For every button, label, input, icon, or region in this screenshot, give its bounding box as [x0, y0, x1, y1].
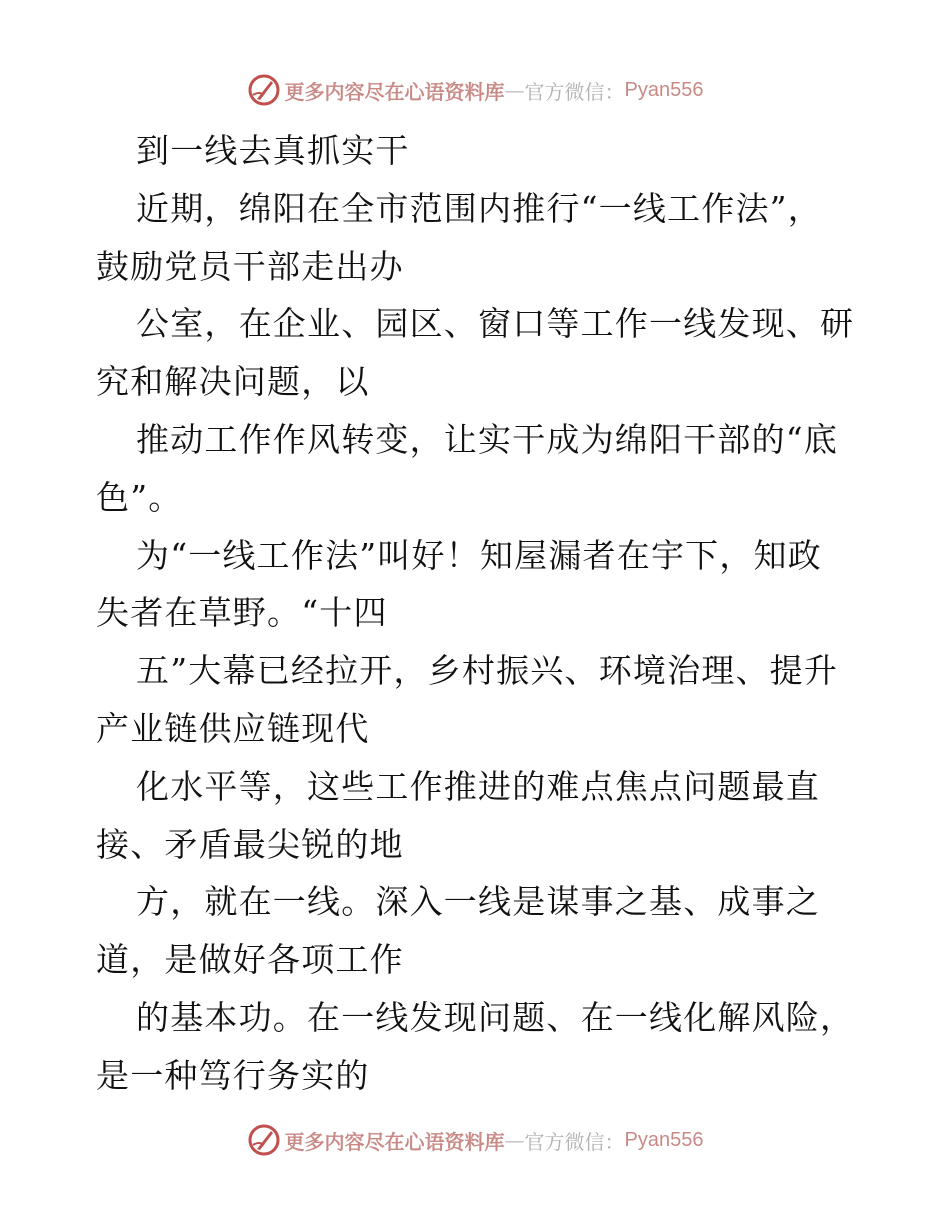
quill-logo-icon	[247, 1123, 281, 1157]
text-line: 是一种笃行务实的	[96, 1055, 370, 1095]
text-line: 近期，绵阳在全市范围内推行“一线工作法”，	[136, 188, 822, 228]
text-line: 为“一线工作法”叫好！知屋漏者在宇下，知政	[136, 535, 822, 575]
document-body	[96, 122, 856, 1105]
text-line: 公室，在企业、园区、窗口等工作一线发现、研	[136, 304, 855, 344]
text-line: 的基本功。在一线发现问题、在一线化解风险，	[136, 997, 855, 1037]
watermark-wechat-id: Pyan556	[624, 78, 704, 101]
watermark-label: 官方微信：	[524, 79, 625, 104]
text-line: 色”。	[96, 477, 183, 517]
text-line: 究和解决问题，以	[96, 362, 370, 402]
watermark-wechat-id: Pyan556	[624, 1128, 704, 1151]
watermark-main-text: 更多内容尽在心语资料库	[284, 1129, 505, 1154]
watermark-separator: —	[504, 78, 525, 102]
text-line: 失者在草野。“十四	[96, 593, 388, 633]
text-line: 道，是做好各项工作	[96, 940, 404, 980]
header-watermark	[0, 70, 950, 110]
text-line: 接、矛盾最尖锐的地	[96, 824, 404, 864]
watermark-label: 官方微信：	[524, 1129, 625, 1154]
text-line: 五”大幕已经拉开，乡村振兴、环境治理、提升	[136, 651, 839, 691]
watermark-separator: —	[504, 1128, 525, 1152]
quill-logo-icon	[247, 73, 281, 107]
text-line: 化水平等，这些工作推进的难点焦点问题最直	[136, 766, 820, 806]
text-line: 产业链供应链现代	[96, 708, 370, 748]
text-line: 到一线去真抓实干	[136, 131, 410, 170]
footer-watermark	[0, 1120, 950, 1160]
text-line: 推动工作作风转变，让实干成为绵阳干部的“底	[136, 419, 839, 459]
text-line: 鼓励党员干部走出办	[96, 246, 404, 286]
text-line: 方，就在一线。深入一线是谋事之基、成事之	[136, 882, 820, 922]
watermark-main-text: 更多内容尽在心语资料库	[284, 79, 505, 104]
